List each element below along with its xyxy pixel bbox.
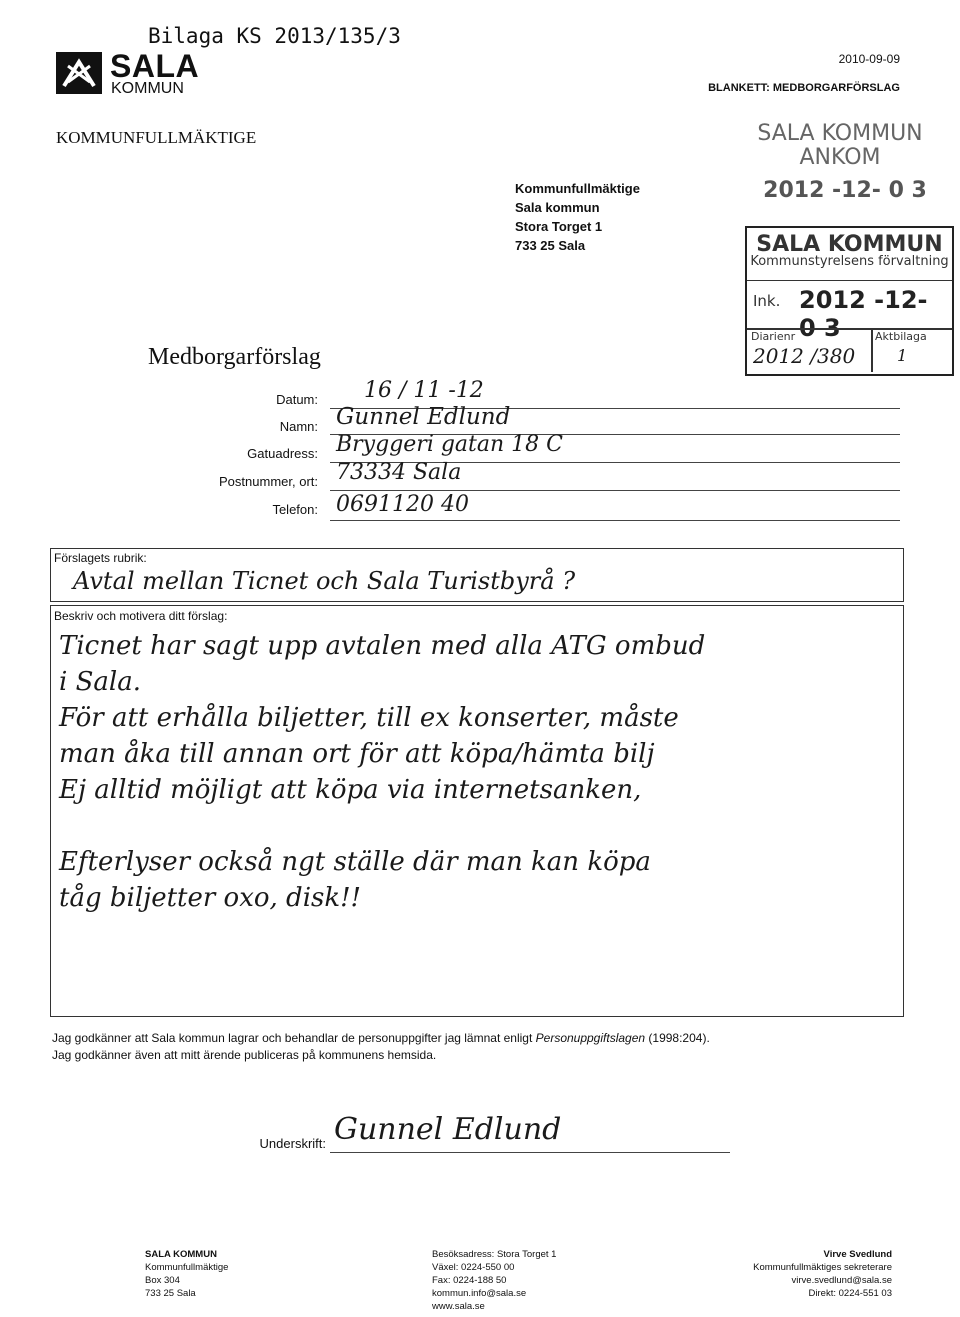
aktbilaga-label: Aktbilaga (875, 330, 927, 343)
beskriv-line: För att erhålla biljetter, till ex konserter, måste (59, 703, 679, 733)
telefon-label: Telefon: (272, 502, 318, 517)
footer-line: Box 304 (145, 1275, 180, 1286)
gatuadress-value: Bryggeri gatan 18 C (336, 432, 563, 457)
beskriv-line: i Sala. (59, 667, 141, 697)
address-line: Stora Torget 1 (515, 219, 603, 234)
rubrik-label: Förslagets rubrik: (54, 551, 147, 565)
namn-field[interactable] (330, 404, 900, 435)
postnummer-field[interactable] (330, 460, 900, 491)
ankom-line1: SALA KOMMUN (757, 121, 923, 146)
telefon-field[interactable] (330, 490, 900, 521)
footer-line: 733 25 Sala (145, 1288, 196, 1299)
consent-line1 (52, 1030, 710, 1047)
address-line: 733 25 Sala (515, 238, 586, 253)
gatuadress-field[interactable] (330, 432, 900, 463)
footer-line: Virve Svedlund (823, 1249, 892, 1260)
beskriv-line: Efterlyser också ngt ställe där man kan köpa (59, 847, 651, 877)
consent-line2: Jag godkänner även att mitt ärende publiceras på kommunens hemsida. (52, 1048, 437, 1062)
address-line: Sala kommun (515, 200, 600, 215)
logo-title: SALA (110, 48, 200, 84)
org-name: KOMMUNFULLMÄKTIGE (56, 128, 257, 147)
ink-date: 2012 -12- 0 3 (799, 286, 928, 342)
consent-law: Personuppgiftslagen (535, 1031, 646, 1045)
consent-text (52, 1030, 710, 1064)
signature-value: Gunnel Edlund (334, 1112, 562, 1147)
ankom-line2: ANKOM (799, 145, 881, 170)
footer-link[interactable]: www.sala.se (432, 1301, 485, 1312)
recipient-address (515, 179, 640, 255)
beskriv-text (59, 628, 899, 916)
diarienr-label: Diarienr (751, 330, 796, 343)
bilaga-reference: Bilaga KS 2013/135/3 (148, 24, 401, 48)
diarienr-value: 2012 /380 (753, 344, 856, 368)
rubrik-value: Avtal mellan Ticnet och Sala Turistbyrå ? (73, 567, 576, 595)
namn-label: Namn: (279, 419, 318, 434)
beskriv-line: man åka till annan ort för att köpa/hämta bilj (59, 739, 655, 769)
address-line: Kommunfullmäktige (515, 181, 640, 196)
footer-col3 (700, 1248, 892, 1300)
signature-field[interactable] (330, 1112, 730, 1153)
rubrik-box[interactable] (50, 548, 904, 602)
registration-stamp (745, 226, 954, 376)
beskriv-line: Ticnet har sagt upp avtalen med alla ATG ombud (59, 631, 706, 661)
datum-label: Datum: (276, 392, 318, 407)
footer-line: SALA KOMMUN (145, 1249, 217, 1260)
ink-label: Ink. (753, 292, 781, 310)
beskriv-line: tåg biljetter oxo, disk!! (59, 883, 362, 913)
signature-label: Underskrift: (259, 1136, 326, 1151)
footer-link[interactable]: kommun.info@sala.se (432, 1288, 527, 1299)
footer-line: Besöksadress: Stora Torget 1 (432, 1249, 557, 1260)
footer-line: Fax: 0224-188 50 (432, 1275, 507, 1286)
sala-logo-icon (56, 52, 102, 94)
aktbilaga-value: 1 (897, 346, 908, 365)
blankett-label: BLANKETT: MEDBORGARFÖRSLAG (708, 82, 900, 94)
footer-line: Kommunfullmäktiges sekreterare (753, 1262, 892, 1273)
beskriv-box[interactable] (50, 605, 904, 1017)
logo-subtitle: KOMMUN (111, 80, 184, 97)
consent-text-a: Jag godkänner att Sala kommun lagrar och behandlar de personuppgifter jag lämnat enligt (52, 1031, 536, 1045)
footer-col2 (432, 1248, 556, 1313)
postnummer-label: Postnummer, ort: (219, 474, 318, 489)
beskriv-label: Beskriv och motivera ditt förslag: (54, 609, 228, 623)
footer-link[interactable]: virve.svedlund@sala.se (791, 1275, 892, 1286)
postnummer-value: 73334 Sala (336, 460, 462, 485)
stamp-subtitle: Kommunstyrelsens förvaltning (750, 254, 949, 269)
form-title: Medborgarförslag (148, 344, 321, 370)
footer-line: Växel: 0224-550 00 (432, 1262, 515, 1273)
footer-line: Kommunfullmäktige (145, 1262, 229, 1273)
gatuadress-label: Gatuadress: (247, 446, 318, 461)
telefon-value: 0691120 40 (336, 492, 469, 517)
footer-line: Direkt: 0224-551 03 (808, 1288, 892, 1299)
form-date: 2010-09-09 (838, 52, 900, 66)
stamp-title: SALA KOMMUN (756, 232, 943, 257)
beskriv-line: Ej alltid möjligt att köpa via internetsanken, (59, 775, 642, 805)
footer-col1 (145, 1248, 228, 1300)
ankom-stamp (740, 122, 940, 170)
beskriv-line (59, 808, 899, 844)
ankom-date: 2012 -12- 0 3 (763, 178, 927, 203)
namn-value: Gunnel Edlund (336, 404, 511, 430)
consent-text-b: (1998:204). (645, 1031, 710, 1045)
datum-value: 16 / 11 -12 (364, 378, 484, 403)
